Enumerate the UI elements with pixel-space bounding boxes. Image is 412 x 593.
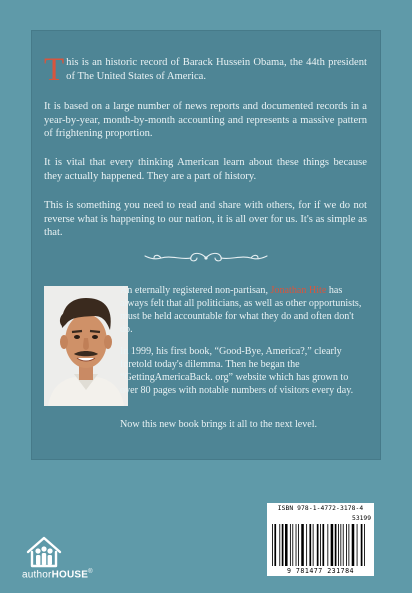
barcode-bar xyxy=(335,524,337,566)
ornamental-divider-icon xyxy=(141,251,271,265)
barcode-bars-icon xyxy=(272,524,369,566)
intro-paragraph-3: It is vital that every thinking American learn about these things because they actually happened. They are a part of history. xyxy=(44,157,367,182)
intro-paragraph-1 xyxy=(44,52,367,88)
barcode-bar xyxy=(320,524,321,566)
barcode-bar xyxy=(272,524,273,566)
intro-paragraph-1-text: his is an historic record of Barack Hussein Obama, the 44th president of The United States of America. xyxy=(66,57,367,82)
barcode-bar xyxy=(361,524,363,566)
author-photo xyxy=(44,286,128,406)
barcode-bar xyxy=(322,524,324,566)
barcode-bar xyxy=(309,524,311,566)
barcode-bar xyxy=(279,524,280,566)
barcode-bar xyxy=(292,524,293,566)
barcode-bar xyxy=(327,524,328,566)
publisher-brand xyxy=(22,569,93,580)
isbn-barcode xyxy=(267,503,374,576)
bio-paragraph-1-start: An eternally registered non-partisan, xyxy=(120,285,268,296)
barcode-bar xyxy=(357,524,358,566)
brand-author: author xyxy=(22,569,52,581)
drop-cap: T xyxy=(44,52,65,88)
barcode-bar xyxy=(338,524,339,566)
isbn-label: ISBN 978-1-4772-3178-4 xyxy=(277,505,364,512)
brand-registered-mark: ® xyxy=(88,569,93,575)
intro-paragraph-2: It is based on a large number of news reports and documented records in a year-by-year, month-by-month accounting and represents a massive pattern of frightening proportion. xyxy=(44,101,367,139)
barcode-bar xyxy=(348,524,349,566)
barcode-bar xyxy=(285,524,288,566)
barcode-bar xyxy=(301,524,304,566)
isbn-digits: 9 781477 231784 xyxy=(286,567,355,575)
back-cover-panel xyxy=(31,30,381,460)
bio-paragraph-2: In 1999, his first book, “Good-Bye, America?,” clearly foretold today's dilemma. Then he began the “GettingAmericaBack. org” website which has grown to over 80 pages with notable numbers of visitors every day. xyxy=(120,346,354,396)
price-code: 53199 xyxy=(352,515,371,522)
author-name: Jonathan Hite xyxy=(270,285,327,296)
author-portrait-icon xyxy=(44,286,128,406)
barcode-bar xyxy=(340,524,341,566)
bio-paragraph-1-end: has always felt that all politicians, as well as other opportunists, must be held accountable for what they do and often don't do. xyxy=(120,285,362,335)
intro-paragraph-4: This is something you need to read and share with others, for if we do not reverse what is happening to our nation, it is all over for us. It's as simple as that. xyxy=(44,200,367,238)
barcode-bar xyxy=(343,524,344,566)
barcode-bar xyxy=(306,524,307,566)
barcode-bar xyxy=(352,524,355,566)
bio-paragraph-3: Now this new book brings it all to the next level. xyxy=(120,419,318,430)
barcode-bar xyxy=(313,524,314,566)
barcode-bar xyxy=(282,524,284,566)
barcode-bar xyxy=(317,524,319,566)
barcode-bar xyxy=(331,524,334,566)
barcode-bar xyxy=(296,524,297,566)
brand-house: HOUSE xyxy=(51,569,89,581)
barcode-bar xyxy=(274,524,276,566)
bio-paragraph-1 xyxy=(120,284,367,336)
barcode-bar xyxy=(298,524,299,566)
barcode-bar xyxy=(290,524,291,566)
barcode-bar xyxy=(346,524,347,566)
barcode-bar xyxy=(364,524,365,566)
